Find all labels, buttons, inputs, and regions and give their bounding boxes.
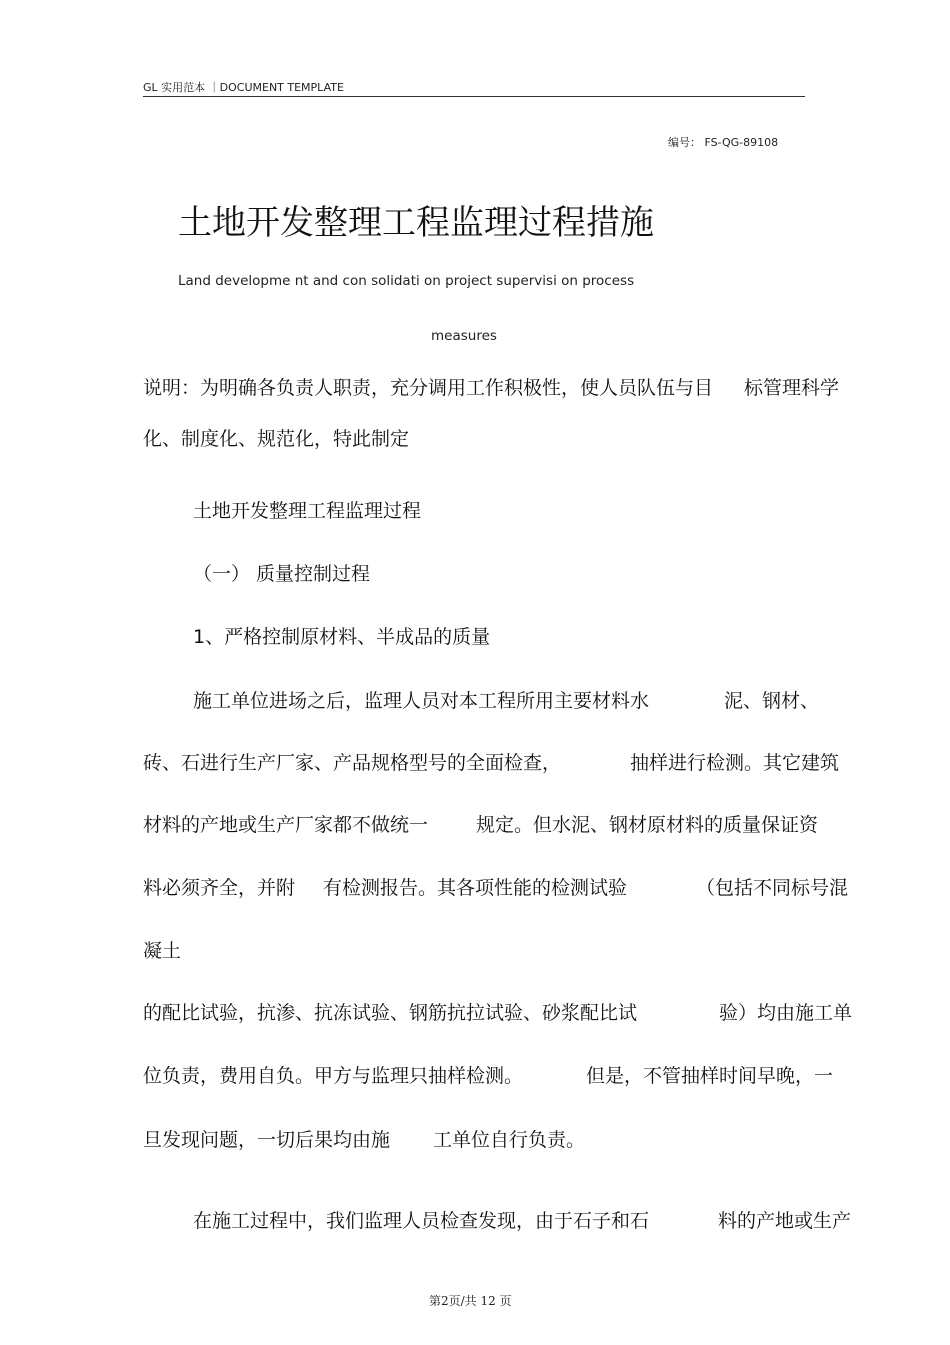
description-text: 化、制度化、规范化，特此制定 — [143, 428, 410, 450]
subsection-heading: （一） 质量控制过程 — [193, 563, 371, 585]
item-heading: 1、严格控制原材料、半成品的质量 — [193, 626, 491, 648]
paragraph-text: 验）均由施工单 — [719, 1002, 853, 1024]
paragraph-text: 砖、石进行生产厂家、产品规格型号的全面检查， — [143, 752, 562, 774]
document-number: 编号： FS-QG-89108 — [668, 136, 779, 149]
paragraph-text: 工单位自行负责。 — [433, 1129, 586, 1151]
paragraph-text: 但是，不管抽样时间早晚，一 — [586, 1065, 834, 1087]
paragraph-text: 凝土 — [143, 940, 182, 962]
paragraph-text: 抽样进行检测。其它建筑 — [630, 752, 840, 774]
section-heading: 土地开发整理工程监理过程 — [193, 500, 422, 522]
paragraph-text: 泥、钢材、 — [724, 690, 820, 712]
page-number: 第2页/共 12 页 — [429, 1294, 512, 1308]
description-text: 标管理科学 — [744, 377, 840, 399]
paragraph-text: 施工单位进场之后，监理人员对本工程所用主要材料水 — [193, 690, 650, 712]
header-divider — [143, 96, 805, 97]
description-text: 说明：为明确各负责人职责，充分调用工作积极性，使人员队伍与目 — [143, 377, 714, 399]
paragraph-text: 旦发现问题，一切后果均由施 — [143, 1129, 391, 1151]
paragraph-text: 材料的产地或生产厂家都不做统一 — [143, 814, 429, 836]
paragraph-text: （包括不同标号混 — [696, 877, 849, 899]
paragraph-text: 料必须齐全，并附 — [143, 877, 296, 899]
paragraph-text: 位负责，费用自负。甲方与监理只抽样检测。 — [143, 1065, 524, 1087]
paragraph-text: 的配比试验，抗渗、抗冻试验、钢筋抗拉试验、砂浆配比试 — [143, 1002, 638, 1024]
document-title: 土地开发整理工程监理过程措施 — [178, 203, 654, 243]
english-subtitle-line2: measures — [431, 328, 497, 344]
english-subtitle-line1: Land developme nt and con solidati on project supervisi on process — [178, 273, 635, 289]
paragraph-text: 规定。但水泥、钢材原材料的质量保证资 — [476, 814, 819, 836]
paragraph-text: 在施工过程中，我们监理人员检查发现，由于石子和石 — [193, 1210, 650, 1232]
paragraph-text: 有检测报告。其各项性能的检测试验 — [323, 877, 628, 899]
page-header: GL 实用范本 ｜DOCUMENT TEMPLATE — [143, 81, 344, 94]
paragraph-text: 料的产地或生产 — [718, 1210, 852, 1232]
